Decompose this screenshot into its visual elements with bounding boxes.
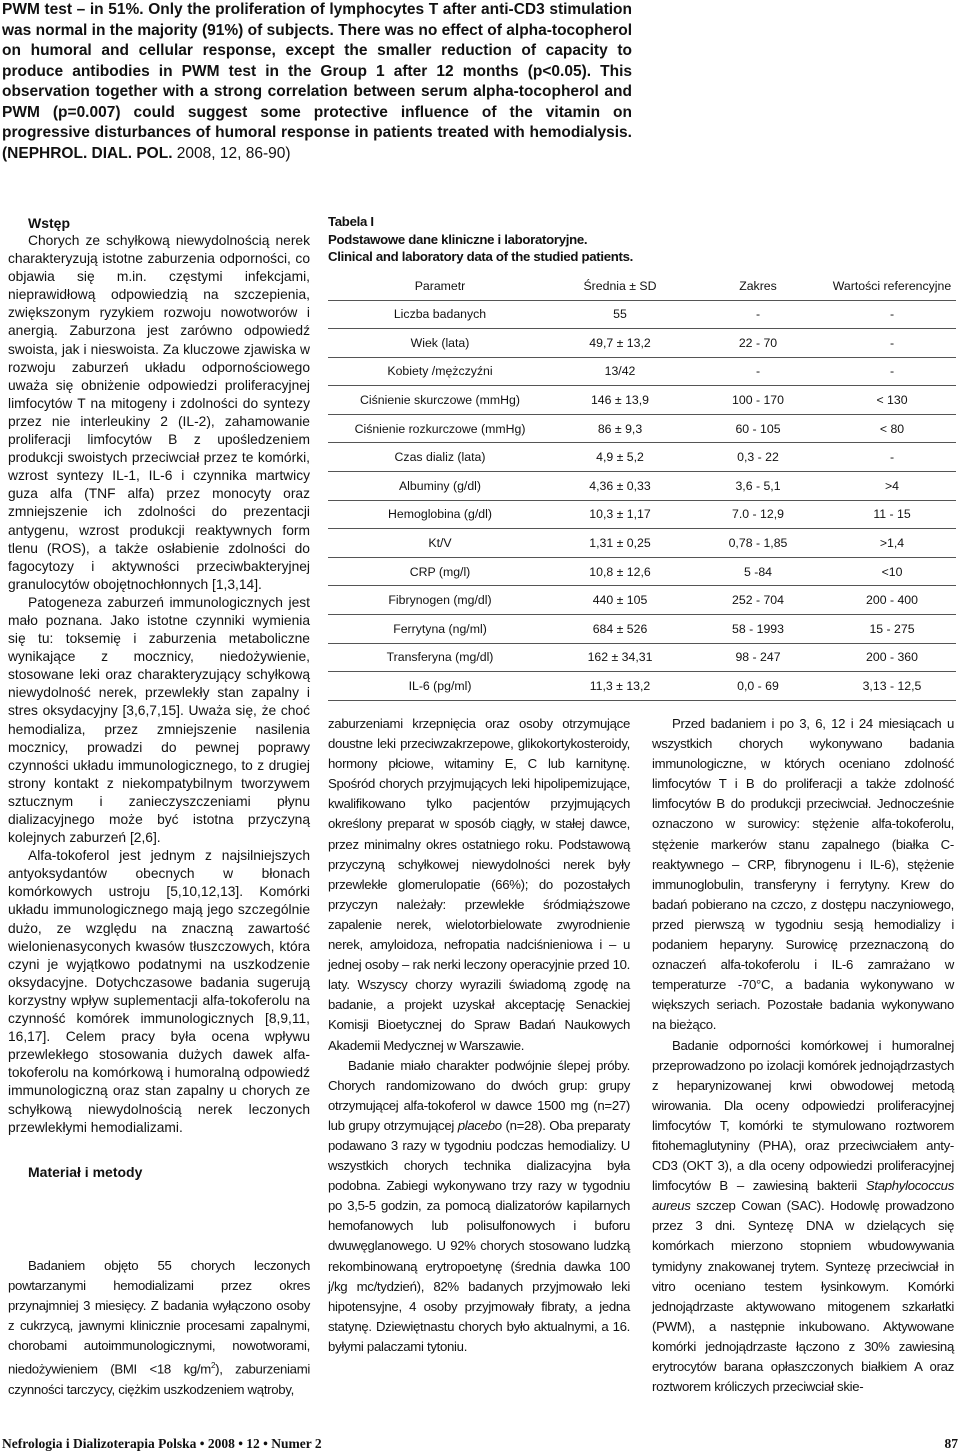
table-cell: 146 ± 13,9 [552,386,688,415]
table-cell: >1,4 [828,529,956,558]
table-cell: 0,0 - 69 [688,672,828,701]
table-cell: 11,3 ± 13,2 [552,672,688,701]
table-cell: 200 - 400 [828,586,956,615]
table-cell: 1,31 ± 0,25 [552,529,688,558]
table-cell: 0,3 - 22 [688,443,828,472]
table-cell: Kt/V [328,529,552,558]
table-header-row [328,272,956,301]
table-row [328,414,956,443]
table-row [328,500,956,529]
table-cell: 3,13 - 12,5 [828,672,956,701]
table-cell: 55 [552,300,688,329]
abstract-text [2,0,632,164]
table-cell: Transferyna (mg/dl) [328,643,552,672]
table-cell: - [828,443,956,472]
table-row [328,643,956,672]
intro-paragraph-2: Patogeneza zaburzeń immunologicznych jest mało poznana. Jako istotne czynniki wymienia się tu: toksemię i zaburzenia metaboliczne wynikające z mocznicy, niedożywienie, stosowane leki oraz charakteryzujący schyłkową niewydolność nerek, przewlekły stan zapalny i stres oksydacyjny [3,6,7,15]. Uważa się, że choć hemodializa, przez zmniejszenie nasilenia mocznicy, prowadzi do pewnej poprawy czynności układu immunologicznego, to z drugiej strony kontakt z niekompatybilnym tworzywem sztucznym i zanieczyszczeniami płynu dializacyjnego może być istotna przyczyną kolejnych zaburzeń [2,6]. [8,594,310,846]
table-cell: 162 ± 34,31 [552,643,688,672]
methods-paragraph-2: Badanie miało charakter podwójnie ślepej próby. Chorych randomizowano do dwóch grup: grupy otrzymującej alfa-tokoferol w dawce 1500 mg (n=27) lub grupy otrzymującej placebo (n=28). Oba preparaty podawano 3 razy w tygodniu podczas hemodializy. U wszystkich chorych technika dializacyjna była podobna. Zabiegi wykonywano trzy razy w tygodniu po 3,5-5 godzin, za pomocą dializatorów kapilarnych hemofanowych lub polisulfonowych i buforu dwuwęglanowego. U 92% chorych stosowano ludzką rekombinowaną erytropoetynę (średnia dawka 100 j/kg mc/tydzień), 82% badanych przyjmowało leki hipotensyjne, 4 osoby przyjmowały fibraty, a jedna statynę. Dziewiętnastu chorych było aktualnymi, a 16. byłymi palaczami tytoniu. [328,1057,630,1354]
journal-name: Nefrologia i Dializoterapia Polska • 2008 • 12 • Numer 2 [2,1436,322,1451]
table-caption-en: Clinical and laboratory data of the studied patients. [328,249,634,264]
column-middle [328,714,630,1357]
citation-volume: 2008, 12, 86-90) [172,144,291,162]
table-cell: Liczba badanych [328,300,552,329]
table-row [328,529,956,558]
table-cell: 15 - 275 [828,615,956,644]
table-cell: 684 ± 526 [552,615,688,644]
table-cell: 86 ± 9,3 [552,414,688,443]
table-cell: 10,8 ± 12,6 [552,557,688,586]
table-row [328,586,956,615]
table-row [328,386,956,415]
table-cell: Fibrynogen (mg/dl) [328,586,552,615]
table-caption-pl: Podstawowe dane kliniczne i laboratoryjne. [328,231,588,247]
methods-paragraph-1: Badaniem objęto 55 chorych leczonych powtarzanymi hemodializami przez okres przynajmniej 3 miesięcy. Z badania wyłączono osoby z cukrzycą, jawnymi klinicznie procesami zapalnymi, chorobami autoimmunologicznymi, nowotworami, niedożywieniem (BMI <18 $kg/m^2$), zaburzeniami czynności tarczycy, ciężkim uszkodzeniem wątroby, [8,1258,311,1397]
header-parametr: Parametr [328,272,552,301]
table-cell: 7.0 - 12,9 [688,500,828,529]
table-cell: >4 [828,472,956,501]
table-cell: < 80 [828,414,956,443]
table-cell: 100 - 170 [688,386,828,415]
table-cell: Ciśnienie skurczowe (mmHg) [328,386,552,415]
table-cell: 5 -84 [688,557,828,586]
table-cell: 60 - 105 [688,414,828,443]
table-cell: 3,6 - 5,1 [688,472,828,501]
table-cell: - [688,300,828,329]
methods-paragraph-1-cont: zaburzeniami krzepnięcia oraz osoby otrzymujące doustne leki przeciwzakrzepowe, glikokortykosteroidy, hormony płciowe, witaminy E, C lub karnitynę. Spośród chorych przyjmujących leki hipolipemizujące, kwalifikowano tylko pacjentów przyjmujących określony preparat w sposób ciągły, w stałej dawce, przez minimalny okres ostatniego roku. Podstawową przyczyną schyłkowej niewydolności nerek były przewlekłe glomerulopatie (66%); do pozostałych przyczyn należały: przewlekłe śródmiąższowe zapalenie nerek, wielotorbielowate zwyrodnienie nerek, amyloidoza, nefropatia nadciśnieniowa i – u jednej osoby – rak nerki leczony operacyjnie przed 10. laty. Wszyscy chorzy wyrazili świadomą zgodę na badanie, a projekt uzyskał akceptację Senackiej Komisji Bioetycznej do Spraw Badań Naukowych Akademii Medycznej w Warszawie. [328,716,630,1053]
table-cell: 4,9 ± 5,2 [552,443,688,472]
table-cell: 200 - 360 [828,643,956,672]
table-row [328,357,956,386]
citation-source: (NEPHROL. DIAL. POL. [2,144,173,162]
page-footer [0,1436,960,1456]
table-row [328,672,956,701]
clinical-data-table [328,272,956,701]
table-cell: <10 [828,557,956,586]
table-cell: Ferrytyna (ng/ml) [328,615,552,644]
table-cell: 13/42 [552,357,688,386]
table-cell: 98 - 247 [688,643,828,672]
table-1 [328,213,956,701]
table-cell: Wiek (lata) [328,329,552,358]
table-cell: 22 - 70 [688,329,828,358]
header-mean-sd: Średnia ± SD [552,272,688,301]
table-cell: 252 - 704 [688,586,828,615]
table-label: Tabela I [328,214,374,229]
page-number: 87 [944,1436,958,1451]
methods-paragraph-4: Badanie odporności komórkowej i humoralnej przeprowadzono po izolacji komórek jednojądrzastych z heparynizowanej krwi obwodowej metodą wirowania. Dla oceny odpowiedzi proliferacyjnej limfocytów T, komórki te stymulowano roztworem fitohemaglutyniny (PHA), oraz przeciwciałem anty-CD3 (OKT 3), a dla oceny odpowiedzi proliferacyjnej limfocytów B – zawiesiną bakterii Staphylococcus aureus szczep Cowan (SAC). Hodowlę prowadzono przez 3 dni. Syntezę DNA w dzielących się komórkach mierzono stopniem wbudowywania tymidyny znakowanej trytem. Syntezę przeciwciał in vitro oceniano testem łysinkowym. Komórki jednojądrzaste aktywowano mitogenem szkarłatki (PWM), a następnie inkubowano. Aktywowane komórki jednojądrzaste łączono z 30% zawiesiną erytrocytów barana opłaszczonych białkiem A oraz roztworem króliczych przeciwciał skie- [652,1037,954,1395]
table-cell: 4,36 ± 0,33 [552,472,688,501]
column-left [8,214,310,1181]
table-cell: - [828,300,956,329]
table-row [328,557,956,586]
table-row [328,329,956,358]
abstract-body: PWM test – in 51%. Only the proliferation of lymphocytes T after anti-CD3 stimulation was normal in the majority (91%) of subjects. There was no effect of alpha-tocopherol on humoral and cellular response, except the smaller reduction of capacity to produce antibodies in PWM test in the Group 1 after 12 months (p<0.05). This observation together with a strong correlation between serum alpha-tocopherol and PWM (p=0.007) could suggest some protective influence of the vitamin on progressive disturbances of humoral response in patients treated with hemodialysis. [2,1,632,141]
table-cell: Ciśnienie rozkurczowe (mmHg) [328,414,552,443]
table-cell: Czas dializ (lata) [328,443,552,472]
table-cell: 10,3 ± 1,17 [552,500,688,529]
table-cell: 49,7 ± 13,2 [552,329,688,358]
table-cell: Kobiety /mężczyźni [328,357,552,386]
table-row [328,300,956,329]
table-body [328,300,956,700]
table-cell: CRP (mg/l) [328,557,552,586]
table-row [328,472,956,501]
header-reference: Wartości referencyjne [828,272,956,301]
table-cell: - [828,329,956,358]
table-cell: IL-6 (pg/ml) [328,672,552,701]
table-cell: 0,78 - 1,85 [688,529,828,558]
table-cell: 58 - 1993 [688,615,828,644]
table-cell: - [828,357,956,386]
column-right [652,714,954,1397]
methods-paragraph-3: Przed badaniem i po 3, 6, 12 i 24 miesiącach u wszystkich chorych wykonywano badania immunologiczne, w których oceniano zdolność limfocytów T i B do proliferacji a także zdolność limfocytów B do produkcji przeciwciał. Jednocześnie oznaczono w surowicy: stężenie alfa-tokoferolu, stężenie markerów stanu zapalnego (białka C-reaktywnego – CRP, fibrynogenu i IL-6), stężenie immunoglobulin, transferyny i ferrytyny. Krew do badań pobierano na czczo, z dostępu naczyniowego, przed pierwszą w tygodniu sesją hemodializy i podaniem heparyny. Surowicę przeznaczoną do oznaczeń alfa-tokoferolu i IL-6 zamrażano w temperaturze -70°C, a badania wykonywano w większych seriach. Pozostałe badania wykonywano na bieżąco. [652,716,954,1033]
intro-paragraph-3: Alfa-tokoferol jest jednym z najsilniejszych antyoksydantów obecnych w błonach komórkowych ustroju [5,10,12,13]. Komórki układu immunologicznego mają jego szczególnie dużo, ze względu na znaczną zawartość wielonienasyconych kwasów tłuszczowych, która czyni je wyjątkowo podatnymi na uszkodzenie oksydacyjne. Dotychczasowe badania sugerują korzystny wpływ suplementacji alfa-tokoferolu na czynność komórek immunologicznych [8,9,11, 16,17]. Celem pracy była ocena wpływu przewlekłego stosowania dużych dawek alfa-tokoferolu na komórkową i humoralną odpowiedź immunologiczną oraz stan zapalny u chorych ze schyłkową niewydolnością nerek leczonych przewlekłymi hemodializami. [8,848,310,1135]
methods-heading: Materiał i metody [28,1163,143,1180]
intro-paragraph-1: Chorych ze schyłkową niewydolnością nerek charakteryzują istotne zaburzenia odporności, co objawia się m.in. częstymi infekcjami, nieprawidłową odpowiedzią na szczepienia, zwiększonym ryzykiem rozwoju nowotworów i anergią. Zaburzona jest zarówno odpowiedź swoista, jak i nieswoista. Za kluczowe zjawiska w rozwoju zaburzeń układu odpornościowego uważa się obniżenie odpowiedzi proliferacyjnej limfocytów T na mitogeny i zdolności do syntezy przez nie interleukiny 2 (IL-2), zahamowanie proliferacji limfocytów B z upośledzeniem produkcji swoistych przeciwciał przez te komórki, wzrost syntezy IL-1, IL-6 i czynnika martwicy guza alfa (TNF alfa) przez monocyty oraz zmniejszenie ich zdolności do prezentacji antygenu, wzrost produkcji reaktywnych form tlenu (ROS), a także osłabienie zdolności do fagocytozy i aktywności przeciwbakteryjnej granulocytów obojętnochłonnych [1,3,14]. [8,233,310,592]
table-cell: - [688,357,828,386]
intro-heading: Wstęp [28,215,70,231]
table-cell: Albuminy (g/dl) [328,472,552,501]
table-cell: Hemoglobina (g/dl) [328,500,552,529]
table-cell: 11 - 15 [828,500,956,529]
table-cell: < 130 [828,386,956,415]
table-row [328,443,956,472]
table-cell: 440 ± 105 [552,586,688,615]
table-row [328,615,956,644]
header-range: Zakres [688,272,828,301]
methods-start [8,1256,310,1400]
